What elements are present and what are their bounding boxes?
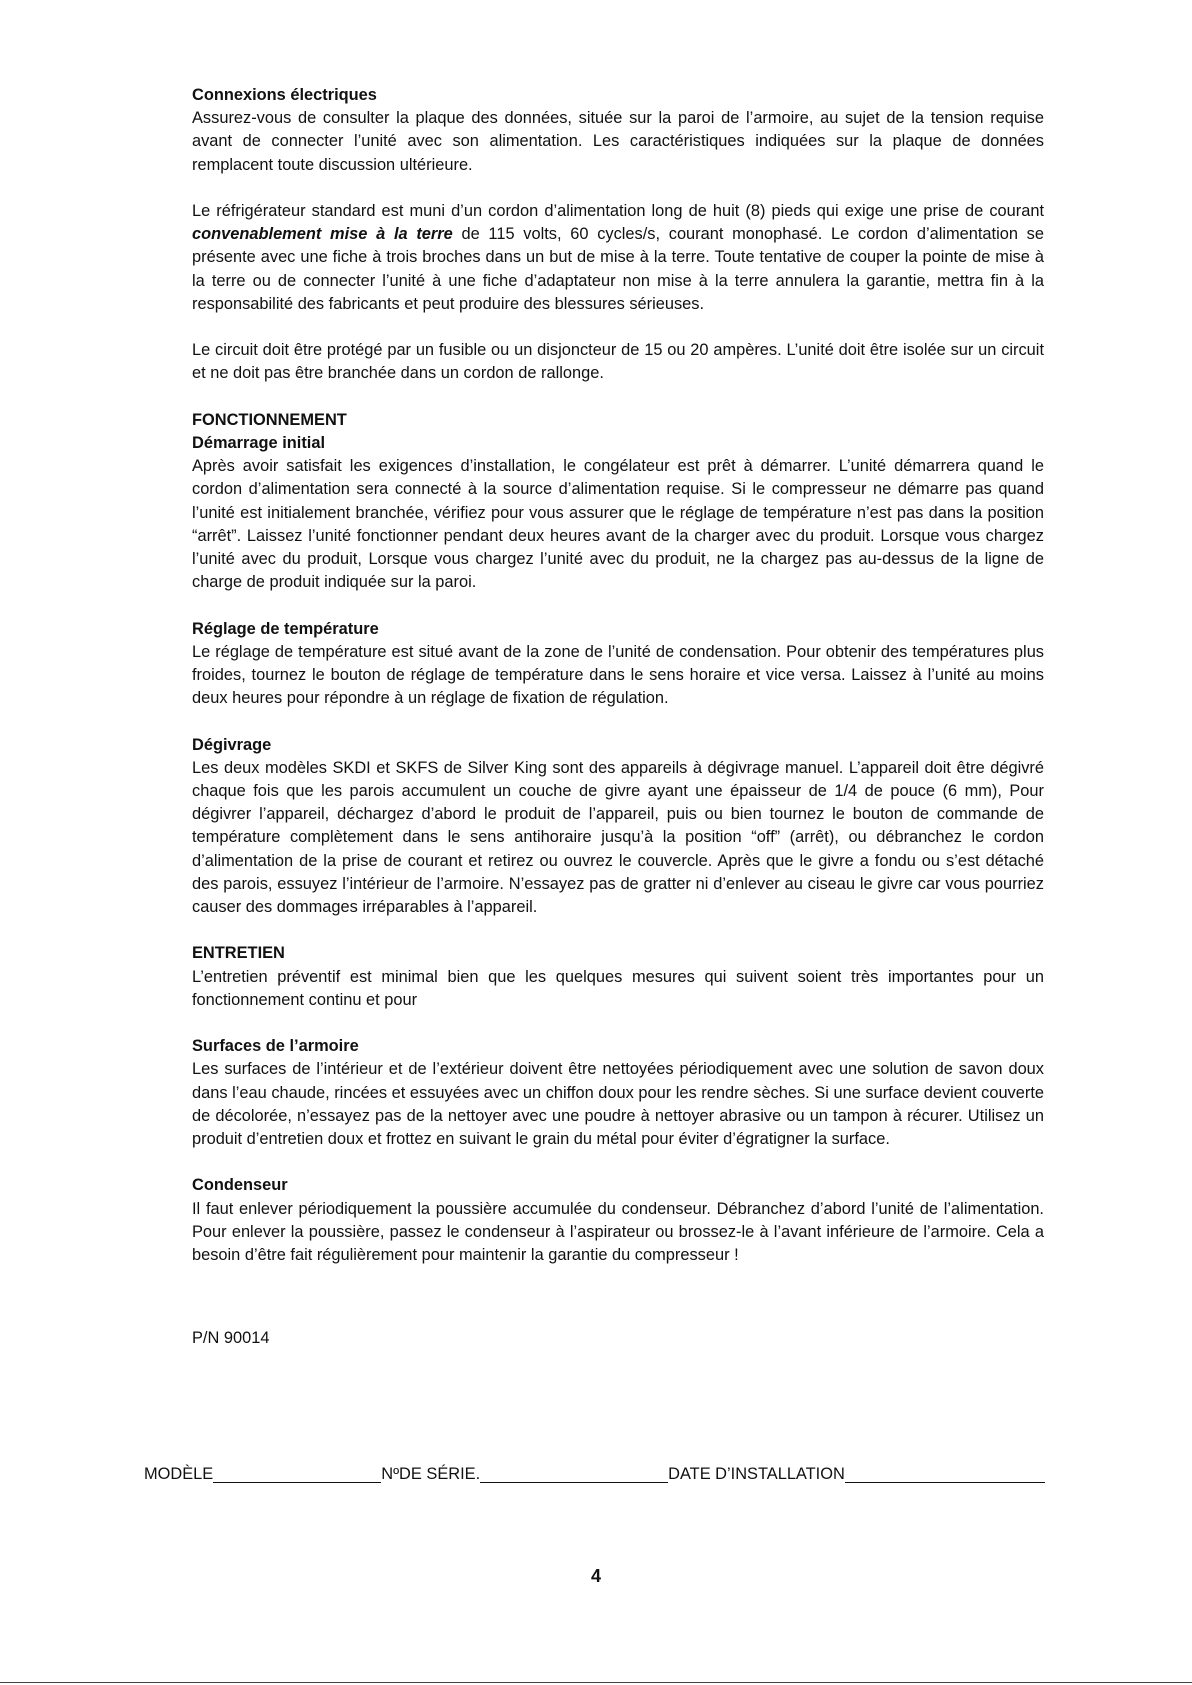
power-cord-grounding-emphasis: convenablement mise à la terre <box>192 225 453 244</box>
section-defrost <box>192 734 1044 920</box>
record-form-line <box>144 1463 1084 1486</box>
serial-number-label: NºDE SÉRIE. <box>381 1465 481 1483</box>
install-date-label: DATE D’INSTALLATION <box>668 1465 845 1483</box>
paragraph-power-cord <box>192 200 1044 316</box>
heading-operation: FONCTIONNEMENT <box>192 410 347 429</box>
page-number: 4 <box>590 1566 601 1586</box>
serial-number-blank-line <box>480 1464 668 1483</box>
model-blank-line <box>213 1464 381 1483</box>
section-maintenance <box>192 942 1044 1012</box>
section-operation <box>192 409 1044 595</box>
paragraph-voltage-plate: Assurez-vous de consulter la plaque des données, située sur la paroi de l’armoire, au sujet de la tension requise avant de connecter l’unité avec son alimentation. Les caractéristiques indiquées sur la plaque de données remplacent toute discussion ultérieure. <box>192 109 1044 174</box>
document-body <box>192 84 1044 1290</box>
paragraph-cabinet-surfaces: Les surfaces de l’intérieur et de l’extérieur doivent être nettoyées périodiquement avec une solution de savon doux dans l’eau chaude, rincées et essuyées avec un chiffon doux pour les rendre sèches. Si une surface devient couverte de décolorée, n’essayez pas de la nettoyer avec une poudre à nettoyer abrasive ou un tampon à récurer. Utilisez un produit d’entretien doux et frottez en suivant le grain du métal pour éviter d’égratigner la surface. <box>192 1060 1044 1149</box>
paragraph-initial-startup: Après avoir satisfait les exigences d’installation, le congélateur est prêt à démarrer. L’unité démarrera quand le cordon d’alimentation sera connecté à la source d’alimentation requise. Si le compresseur ne démarre pas quand l’unité est initialement branchée, vérifiez pour vous assurer que le réglage de température n’est pas dans la position “arrêt”. Laissez l’unité fonctionner pendant deux heures avant de la charger avec du produit. Lorsque vous chargez l’unité avec du produit, Lorsque vous chargez l’unité avec du produit, ne la chargez pas au-dessus de la ligne de charge de produit indiquée sur la paroi. <box>192 457 1044 592</box>
power-cord-text-start: Le réfrigérateur standard est muni d’un cordon d’alimentation long de huit (8) pieds qui exige une prise de courant <box>192 202 1044 220</box>
heading-electrical-connections: Connexions électriques <box>192 86 377 104</box>
install-date-blank-line <box>845 1464 1045 1483</box>
heading-defrost: Dégivrage <box>192 735 272 754</box>
subheading-initial-startup: Démarrage initial <box>192 434 325 452</box>
paragraph-condenser: Il faut enlever périodiquement la poussière accumulée du condenseur. Débranchez d’abord l’unité de l’alimentation. Pour enlever la poussière, passez le condenseur à l’aspirateur ou brossez-le à l’avant inférieure de l’armoire. Cela a besoin d’être fait régulièrement pour maintenir la garantie du compresseur ! <box>192 1199 1044 1265</box>
paragraph-maintenance: L’entretien préventif est minimal bien que les quelques mesures qui suivent soient très importantes pour un fonctionnement continu et pour <box>192 967 1044 1009</box>
heading-condenser: Condenseur <box>192 1176 288 1195</box>
section-electrical-connections <box>192 84 1044 386</box>
bottom-rule <box>0 1682 1192 1683</box>
paragraph-temperature-control: Le réglage de température est situé avant de la zone de l’unité de condensation. Pour obtenir des températures plus froides, tournez le bouton de réglage de température dans le sens horaire et vice versa. Laissez à l’unité au moins deux heures pour répondre à un réglage de fixation de régulation. <box>192 642 1044 708</box>
heading-maintenance: ENTRETIEN <box>192 944 285 963</box>
model-label: MODÈLE <box>144 1465 214 1483</box>
paragraph-circuit-protection: Le circuit doit être protégé par un fusible ou un disjoncteur de 15 ou 20 ampères. L’unité doit être isolée sur un circuit et ne doit pas être branchée dans un cordon de rallonge. <box>192 341 1044 383</box>
section-condenser <box>192 1174 1044 1267</box>
part-number: P/N 90014 <box>192 1329 270 1347</box>
paragraph-defrost: Les deux modèles SKDI et SKFS de Silver King sont des appareils à dégivrage manuel. L’appareil doit être dégivré chaque fois que les parois accumulent un couche de givre ayant une épaisseur de 1/4 de pouce (6 mm), Pour dégivrer l’appareil, déchargez d’abord le produit de l’appareil, puis ou bien tournez le bouton de commande de température complètement dans le sens antihoraire jusqu’à la position “off” (arrêt), ou débranchez le cordon d’alimentation de la prise de courant et retirez ou ouvrez le couvercle. Après que le givre a fondu ou s’est détaché des parois, essuyez l’intérieur de l’armoire. N’essayez pas de gratter ni d’enlever au ciseau le givre car vous pourriez causer des dommages irréparables à l’appareil. <box>192 758 1044 917</box>
heading-temperature-control: Réglage de température <box>192 619 379 638</box>
section-cabinet-surfaces <box>192 1035 1044 1151</box>
power-cord-text-end: de 115 volts, 60 cycles/s, courant monophasé. Le cordon d’alimentation se présente avec une fiche à trois broches dans un but de mise à la terre. Toute tentative de couper la pointe de mise à la terre ou de connecter l’unité à une fiche d’adaptateur non mise à la terre annulera la garantie, mettra fin à la responsabilité des fabricants et peut produire des blessures sérieuses. <box>192 225 1044 313</box>
heading-cabinet-surfaces: Surfaces de l’armoire <box>192 1037 359 1056</box>
section-temperature-control <box>192 618 1044 711</box>
